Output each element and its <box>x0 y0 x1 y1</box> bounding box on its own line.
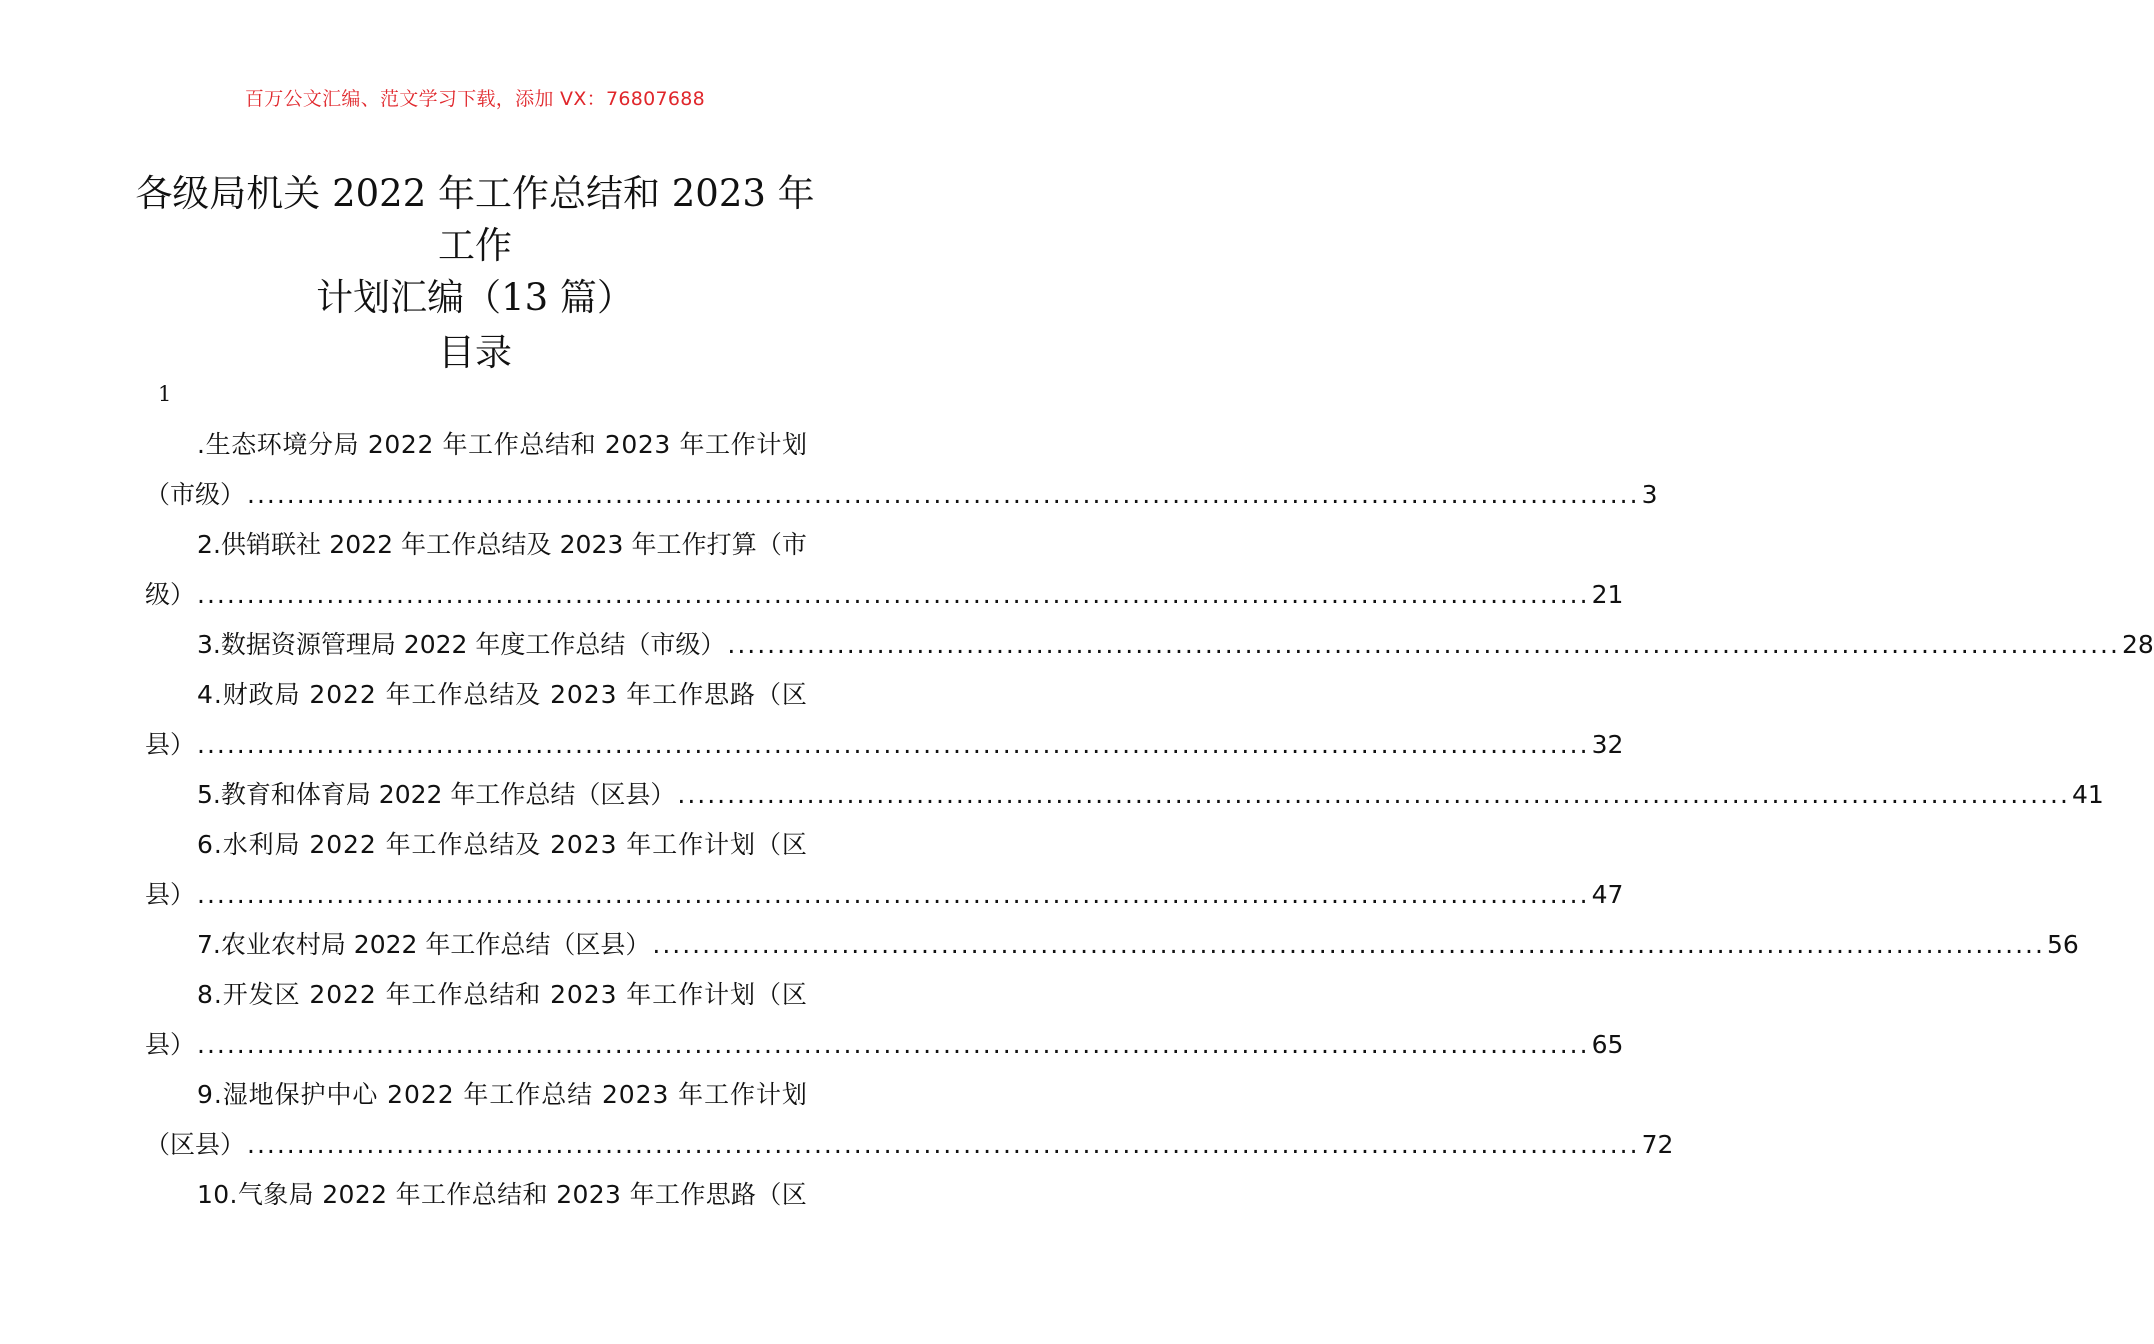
toc-entry-title: 4.财政局 2022 年工作总结及 2023 年工作思路（区 <box>197 680 808 709</box>
toc-entry[interactable] <box>145 420 1658 520</box>
toc-entry[interactable] <box>145 920 2079 970</box>
toc-page-number: 3 <box>1641 480 1658 509</box>
toc-entry[interactable] <box>145 670 1624 770</box>
toc-leader: ............................................................................................................................................ <box>197 880 1590 909</box>
toc-entry[interactable] <box>145 620 2154 670</box>
toc-entry-title-cont: 县） <box>145 1030 196 1059</box>
toc-page-number: 65 <box>1591 1030 1624 1059</box>
toc-leader: ............................................................................................................................................ <box>677 780 2070 809</box>
title-line-2: 计划汇编（13 篇） <box>316 276 634 319</box>
toc-entry[interactable] <box>145 1170 807 1220</box>
toc-entry-title-cont: 级） <box>145 580 196 609</box>
toc-leader: ............................................................................................................................................ <box>727 630 2120 659</box>
toc-leader: ............................................................................................................................................ <box>247 1130 1640 1159</box>
toc-entry-title: 2.供销联社 2022 年工作总结及 2023 年工作打算（市 <box>197 530 807 559</box>
toc-page-number: 41 <box>2071 780 2104 809</box>
toc-entry-title: 9.湿地保护中心 2022 年工作总结 2023 年工作计划 <box>197 1080 808 1109</box>
title-line-1: 各级局机关 2022 年工作总结和 2023 年工作 <box>135 172 815 267</box>
toc-entry-title: 10.气象局 2022 年工作总结和 2023 年工作思路（区 <box>197 1180 808 1209</box>
toc-page-number: 72 <box>1641 1130 1674 1159</box>
header-note: 百万公文汇编、范文学习下载，添加 VX：76807688 <box>244 88 706 110</box>
toc-entry-title: 8.开发区 2022 年工作总结和 2023 年工作计划（区 <box>197 980 808 1009</box>
toc-entry[interactable] <box>145 820 1624 920</box>
toc-entry-title-cont: 县） <box>145 880 196 909</box>
toc-entry-title: 5.教育和体育局 2022 年工作总结（区县） <box>197 780 676 809</box>
toc-leader: ............................................................................................................................................ <box>197 1030 1590 1059</box>
toc-entry-title-cont: （区县） <box>145 1130 246 1159</box>
toc-entry-title-cont: （市级） <box>145 480 246 509</box>
toc-leader: ............................................................................................................................................ <box>197 580 1590 609</box>
toc-heading: 目录 <box>438 331 512 374</box>
toc-entry[interactable] <box>145 520 1624 620</box>
toc-first-number: 1 <box>158 382 172 406</box>
toc-entry-title: 6.水利局 2022 年工作总结及 2023 年工作计划（区 <box>197 830 808 859</box>
toc-leader: ............................................................................................................................................ <box>247 480 1640 509</box>
toc-entry[interactable] <box>145 770 2104 820</box>
toc-entry[interactable] <box>145 1070 1674 1170</box>
toc-entry-title: 3.数据资源管理局 2022 年度工作总结（市级） <box>197 630 726 659</box>
toc-leader: ............................................................................................................................................ <box>652 930 2045 959</box>
table-of-contents <box>145 420 2154 1220</box>
toc-leader: ............................................................................................................................................ <box>197 730 1590 759</box>
toc-entry-title-cont: 县） <box>145 730 196 759</box>
toc-page-number: 47 <box>1591 880 1624 909</box>
toc-entry-title: 7.农业农村局 2022 年工作总结（区县） <box>197 930 651 959</box>
toc-page-number: 21 <box>1591 580 1624 609</box>
toc-page-number: 32 <box>1591 730 1624 759</box>
toc-page-number: 28 <box>2121 630 2154 659</box>
toc-entry[interactable] <box>145 970 1624 1070</box>
document-title <box>120 168 830 324</box>
toc-entry-title: .生态环境分局 2022 年工作总结和 2023 年工作计划 <box>197 430 808 459</box>
toc-page-number: 56 <box>2046 930 2079 959</box>
